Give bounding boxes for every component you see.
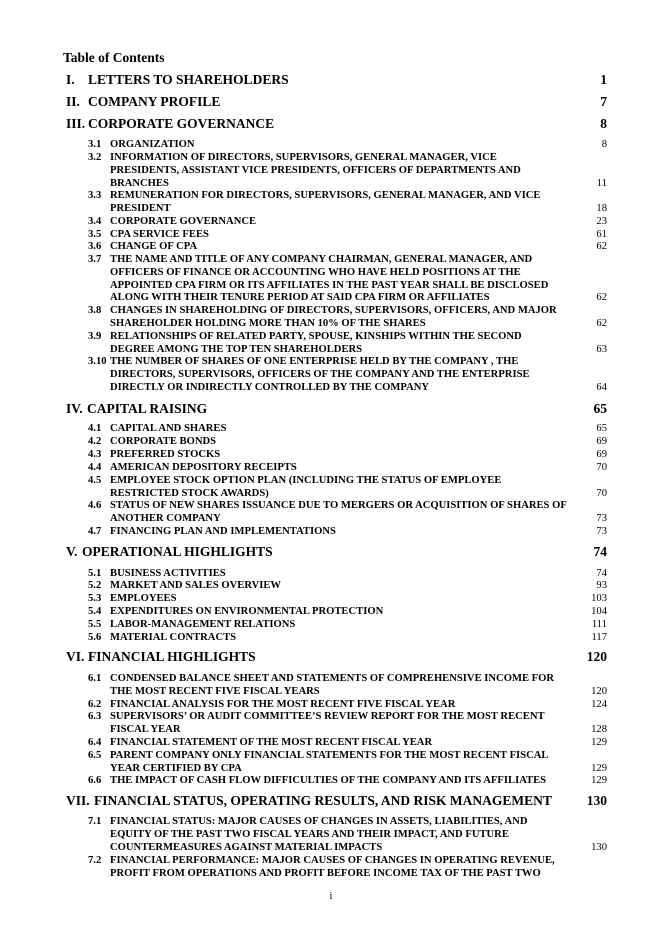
toc-entry	[88, 254, 607, 305]
entry-page: 69	[596, 436, 607, 447]
entry-number: 6.5	[88, 750, 102, 761]
section-page: 120	[586, 649, 607, 664]
section-page: 1	[600, 72, 607, 87]
entry-number: 7.1	[88, 816, 102, 827]
entry-title: ORGANIZATION	[110, 139, 195, 150]
section-heading	[66, 72, 607, 92]
entry-title: THE IMPACT OF CASH FLOW DIFFICULTIES OF THE COMPANY AND ITS AFFILIATES	[110, 775, 547, 786]
section-page: 130	[586, 793, 607, 808]
entry-number: 3.5	[88, 229, 102, 240]
entry-number: 3.8	[88, 305, 102, 316]
entry-number: 7.2	[88, 855, 102, 866]
toc-entry	[88, 423, 607, 436]
entry-title: EXPENDITURES ON ENVIRONMENTAL PROTECTION	[110, 606, 384, 617]
section-number: VI.	[66, 649, 85, 664]
entry-page: 62	[596, 317, 607, 329]
entry-title: CORPORATE BONDS	[110, 436, 217, 447]
toc-entry	[88, 606, 607, 619]
entry-number: 4.3	[88, 449, 102, 460]
entry-title: CONDENSED BALANCE SHEET AND STATEMENTS OF COMPREHENSIVE INCOME FOR THE MOST RECENT FIVE FISCAL YEARS	[110, 673, 555, 697]
section-title: FINANCIAL STATUS, OPERATING RESULTS, AND RISK MANAGEMENT	[94, 793, 552, 808]
entry-page: 18	[596, 202, 607, 214]
entry-number: 3.7	[88, 254, 102, 265]
entry-title: AMERICAN DEPOSITORY RECEIPTS	[110, 462, 297, 473]
section-heading	[66, 401, 607, 421]
entry-number: 3.3	[88, 190, 102, 201]
section-heading	[66, 649, 607, 669]
section-heading	[66, 544, 607, 564]
entry-page: 129	[591, 775, 607, 786]
toc-entry	[88, 750, 607, 776]
entry-page: 62	[596, 241, 607, 252]
entry-page: 23	[596, 216, 607, 227]
entry-title: RELATIONSHIPS OF RELATED PARTY, SPOUSE, KINSHIPS WITHIN THE SECOND DEGREE AMONG THE TOP TEN SHAREHOLDERS	[110, 331, 522, 355]
section-title: COMPANY PROFILE	[88, 94, 221, 109]
toc-entry	[88, 152, 607, 190]
entry-page: 73	[596, 526, 607, 537]
section-title: LETTERS TO SHAREHOLDERS	[88, 72, 289, 87]
section-title: CAPITAL RAISING	[87, 401, 208, 416]
page-number-footer: i	[329, 891, 333, 902]
entry-page: 73	[596, 512, 607, 524]
toc-entry	[88, 241, 607, 254]
entry-number: 5.5	[88, 619, 102, 630]
toc-entry	[88, 462, 607, 475]
entry-page: 8	[601, 139, 607, 150]
entry-number: 4.5	[88, 475, 102, 486]
section-heading	[66, 793, 607, 813]
entry-title: FINANCIAL STATUS: MAJOR CAUSES OF CHANGES IN ASSETS, LIABILITIES, AND EQUITY OF THE PAST TWO FISCAL YEARS AND THEIR IMPACT, AND FUTURE COUNTERMEASURES AGAINST MATERIAL IMPACTS	[110, 816, 528, 853]
entry-title: FINANCING PLAN AND IMPLEMENTATIONS	[110, 526, 336, 537]
toc-entry	[88, 699, 607, 712]
section-title: FINANCIAL HIGHLIGHTS	[88, 649, 256, 664]
entry-number: 4.2	[88, 436, 102, 447]
entry-title: STATUS OF NEW SHARES ISSUANCE DUE TO MERGERS OR ACQUISITION OF SHARES OF ANOTHER COMPANY	[110, 500, 567, 524]
toc-entry	[88, 229, 607, 242]
entry-page: 130	[591, 841, 607, 853]
toc-entry	[88, 526, 607, 539]
section-number: III.	[66, 116, 86, 131]
section-title: CORPORATE GOVERNANCE	[88, 116, 275, 131]
toc-entry	[88, 190, 607, 216]
toc-entry	[88, 475, 607, 501]
entry-title: THE NAME AND TITLE OF ANY COMPANY CHAIRMAN, GENERAL MANAGER, AND OFFICERS OF FINANCE OR ACCOUNTING WHO HAVE HELD POSITIONS AT THE APPOINTED CPA FIRM OR ITS AFFILIATES IN THE PAST YEAR SHALL BE DISCLOSED ALONG WITH THEIR TENURE PERIOD AT SAID CPA FIRM OR AFFILIATES	[110, 254, 549, 304]
entry-number: 4.4	[88, 462, 102, 473]
entry-title: MATERIAL CONTRACTS	[110, 632, 237, 643]
entry-title: CPA SERVICE FEES	[110, 229, 209, 240]
entry-page: 70	[596, 487, 607, 499]
section-title: OPERATIONAL HIGHLIGHTS	[82, 544, 273, 559]
entry-page: 124	[591, 699, 607, 710]
entry-page: 103	[591, 593, 607, 604]
entry-number: 3.2	[88, 152, 102, 163]
entry-title: FINANCIAL ANALYSIS FOR THE MOST RECENT FIVE FISCAL YEAR	[110, 699, 456, 710]
entry-title: CHANGE OF CPA	[110, 241, 198, 252]
entry-page: 128	[591, 723, 607, 735]
toc-entry	[88, 331, 607, 357]
entry-page: 104	[591, 606, 607, 617]
toc-entry	[88, 139, 607, 152]
entry-title: SUPERVISORS’ OR AUDIT COMMITTEE’S REVIEW REPORT FOR THE MOST RECENT FISCAL YEAR	[110, 711, 545, 735]
entry-number: 4.6	[88, 500, 102, 511]
section-page: 74	[593, 544, 607, 559]
section-number: IV.	[66, 401, 83, 416]
entry-title: THE NUMBER OF SHARES OF ONE ENTERPRISE HELD BY THE COMPANY , THE DIRECTORS, SUPERVISORS, OFFICERS OF THE COMPANY AND THE ENTERPRISE DIRECTLY OR INDIRECTLY CONTROLLED BY THE COMPANY	[110, 356, 530, 393]
section-number: I.	[66, 72, 75, 87]
entry-page: 117	[591, 632, 607, 643]
entry-page: 11	[596, 177, 607, 189]
entry-page: 93	[596, 580, 607, 591]
section-heading	[66, 94, 607, 114]
toc-entry	[88, 619, 607, 632]
entry-number: 3.9	[88, 331, 102, 342]
toc-entry	[88, 737, 607, 750]
toc-title: Table of Contents	[63, 50, 165, 65]
entry-number: 6.3	[88, 711, 102, 722]
entry-page: 62	[596, 292, 607, 304]
entry-title: CHANGES IN SHAREHOLDING OF DIRECTORS, SUPERVISORS, OFFICERS, AND MAJOR SHAREHOLDER HOLDING MORE THAN 10% OF THE SHARES	[110, 305, 557, 329]
toc-entry	[88, 216, 607, 229]
toc-entry	[88, 855, 607, 881]
entry-title: REMUNERATION FOR DIRECTORS, SUPERVISORS, GENERAL MANAGER, AND VICE PRESIDENT	[110, 190, 541, 214]
entry-number: 6.2	[88, 699, 102, 710]
entry-title: BUSINESS ACTIVITIES	[110, 568, 226, 579]
toc-entry	[88, 580, 607, 593]
entry-page: 61	[596, 229, 607, 240]
toc-entry	[88, 711, 607, 737]
entry-number: 6.1	[88, 673, 102, 684]
entry-title: PREFERRED STOCKS	[110, 449, 221, 460]
entry-page: 69	[596, 449, 607, 460]
entry-page: 120	[591, 685, 607, 697]
toc-entry	[88, 305, 607, 331]
entry-title: CORPORATE GOVERNANCE	[110, 216, 257, 227]
entry-number: 3.1	[88, 139, 102, 150]
section-heading	[66, 116, 607, 136]
entry-title: FINANCIAL PERFORMANCE: MAJOR CAUSES OF CHANGES IN OPERATING REVENUE, PROFIT FROM OPERATIONS AND PROFIT BEFORE INCOME TAX OF THE PAST TWO	[110, 855, 555, 879]
toc-entry	[88, 568, 607, 581]
entry-number: 4.1	[88, 423, 102, 434]
entry-page: 65	[596, 423, 607, 434]
toc-entry	[88, 356, 607, 394]
entry-page: 64	[596, 381, 607, 393]
entry-number: 4.7	[88, 526, 102, 537]
section-number: VII.	[66, 793, 90, 808]
entry-number: 3.6	[88, 241, 102, 252]
entry-number: 5.4	[88, 606, 102, 617]
toc-entry	[88, 816, 607, 854]
section-page: 65	[593, 401, 607, 416]
entry-number: 5.3	[88, 593, 102, 604]
entry-number: 5.6	[88, 632, 102, 643]
section-number: V.	[66, 544, 78, 559]
entry-title: EMPLOYEE STOCK OPTION PLAN (INCLUDING THE STATUS OF EMPLOYEE RESTRICTED STOCK AWARDS)	[110, 475, 502, 499]
toc-entry	[88, 632, 607, 645]
toc-entry	[88, 593, 607, 606]
entry-title: LABOR-MANAGEMENT RELATIONS	[110, 619, 296, 630]
entry-page: 63	[596, 343, 607, 355]
entry-title: INFORMATION OF DIRECTORS, SUPERVISORS, GENERAL MANAGER, VICE PRESIDENTS, ASSISTANT VICE PRESIDENTS, OFFICERS OF DEPARTMENTS AND BRANCHES	[110, 152, 521, 189]
section-page: 8	[600, 116, 607, 131]
entry-title: EMPLOYEES	[110, 593, 177, 604]
entry-page: 70	[596, 462, 607, 473]
entry-title: MARKET AND SALES OVERVIEW	[110, 580, 282, 591]
entry-page: 111	[591, 619, 607, 630]
entry-number: 3.10	[88, 356, 107, 367]
entry-number: 5.1	[88, 568, 102, 579]
entry-number: 3.4	[88, 216, 102, 227]
entry-number: 6.4	[88, 737, 102, 748]
toc-entry	[88, 436, 607, 449]
entry-page: 74	[596, 568, 607, 579]
entry-page: 129	[591, 762, 607, 774]
toc-entry	[88, 775, 607, 788]
toc-entry	[88, 449, 607, 462]
toc-entry	[88, 500, 607, 526]
entry-title: CAPITAL AND SHARES	[110, 423, 227, 434]
entry-page: 129	[591, 737, 607, 748]
entry-number: 6.6	[88, 775, 102, 786]
entry-number: 5.2	[88, 580, 102, 591]
entry-title: FINANCIAL STATEMENT OF THE MOST RECENT FISCAL YEAR	[110, 737, 433, 748]
toc-entry	[88, 673, 607, 699]
section-number: II.	[66, 94, 80, 109]
section-page: 7	[600, 94, 607, 109]
entry-title: PARENT COMPANY ONLY FINANCIAL STATEMENTS FOR THE MOST RECENT FISCAL YEAR CERTIFIED BY CPA	[110, 750, 548, 774]
